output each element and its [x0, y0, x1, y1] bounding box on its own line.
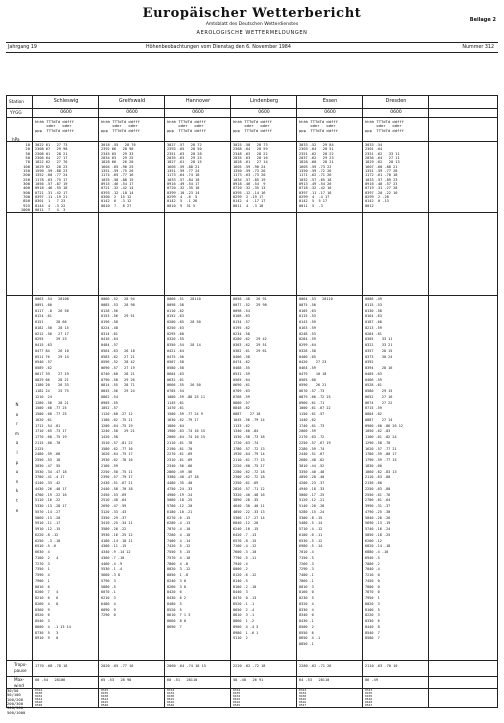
tropopause-value: 2220 -62 -72 18 [233, 664, 266, 668]
pressure-levels: 10 20 30 50 70 100 150 200 250 300 400 500 700 850 925 1000 [20, 142, 30, 213]
significant-levels-block: 0064 -53 28110 0075 -50 0105 -63 0115 -53 0143 -59 0163 -59 0248 -53 0284 -59 0299 -64 0328 -58 0400 -65 0420 27 23 0464 -59 0479 10 18 0565 -60 0590 26 21 0670 -57 -73 0879 -66 -72 25 0960 -61 -71 1000 -61 -67 22 1150 -61 -57 1440 -62 1740 -61 -73 2060 -59 2170 -63 -72 2250 -57 -67 19 2280 -59 -74 2440 -51 -67 2680 -48 -62 3010 -44 -52 3350 -40 -48 4050 -28 -40 4200 -23 -37 4940 -18 -33 5000 -17 -25 5120 -12 -21 5140 -20 -28 5280 -15 -24 5300 -8 -15 5480 -5 -14 5710 -4 -12 6100 -6 -11 6530 -5 -12 6980 -5 -14 7010 -4 7150 -5 7260 -3 7290 -3 7400 -1 7860 -1 8010 3 8160 0 8230 5 8320 4 8330 4 8340 0 8430 -1 8500 2 8550 6 8650 4 -1 8850 -1 [299, 297, 333, 646]
station-name: Schleswig [53, 98, 79, 104]
issue-number: Nummer 312 [462, 45, 494, 50]
layer-thickness-block: 0314 0430 0432 0614 0618 0548 [35, 689, 43, 708]
info-bar [6, 42, 498, 53]
layer-thickness-block: 0314 0435 0432 0615 0616 0545 [233, 689, 241, 708]
volume-label: Jahrgang 19 [8, 45, 37, 50]
divider [362, 95, 363, 708]
tropopause-value: 2110 -63 -70 10 [365, 664, 398, 668]
divider [98, 95, 99, 708]
station-name: Hannover [185, 98, 211, 104]
divider [6, 660, 498, 661]
tropopause-value: 1770 -68 -78 18 [35, 664, 68, 668]
tropopause-value: 2280 -62 -71 26 [299, 664, 332, 668]
column-header: hhhh TTTdTd ddfff oder oder ppp TTTdTd ddfff [299, 119, 338, 133]
tropopause-label: Tropo- pause [14, 662, 27, 673]
layer-thickness-block: 0315 0435 0430 0612 0615 0546 [101, 689, 109, 708]
divider [6, 108, 498, 109]
tropopause-value: 2060 -64 -74 16 15 [167, 664, 206, 668]
significant-levels-block: 0060 -52 28 94 0085 -53 28 98 0128 -56 0153 -56 29 51 0196 -58 0224 -48 0314 -61 0416 -64 0484 -57 0564 -63 26 18 0583 -62 27 21 0596 -52 28 42 0690 -57 27 19 0740 -60 28 21 0790 -58 29 26 0814 -55 28 71 0845 -56 29 24 0862 -54 0905 -55 1052 -57 1120 -60 -27 12 1180 -62 -75 11 1200 -64 -75 19 1240 -58 29 21 1420 -58 1510 -57 -81 22 1580 -62 -77 16 1620 -64 -75 17 1930 -62 -78 16 2160 -59 2250 -58 -75 11 2390 -57 -79 17 2430 -51 -67 21 2440 -58 -70 18 2450 -53 -69 2510 -48 -64 2690 -47 -59 3120 -33 -43 3350 -29 -37 3410 -25 -34 11 3580 -20 -22 3930 -16 -25 12 4180 -14 -18 11 4300 -11 -15 4340 -9 -14 12 4360 -7 -10 4460 -4 -9 5530 -1 -4 5660 -3 8 5790 3 5880 -5 6070 -1 6210 3 6480 4 6890 9 7290 0 [101, 297, 135, 618]
standard-levels-block: 3018 -55 28 76 2392 66 28 98 2345 65 29 33 2034 63 29 25 1828 66 26 20 1604 -65 -90 25 1351 -59 -75 26 1174 -65 -77 16 1035 -58 -88 15 0915 -46 -54 17 0721 -32 -42 14 0393 -12 -18 14 0300 2 15 12 0142 6 -3 12 0010 7 8 27 [101, 143, 136, 208]
station-name: Essen [322, 98, 338, 104]
layer-thickness-block: 0312 0432 0430 0615 0616 0546 [167, 689, 175, 708]
divider [6, 295, 498, 296]
standard-levels-block: 3033 -54 2301 -64 2351 -62 33 11 2036 -64 27 11 1829 -62 28 13 1607 -60 -88 21 1351 -59 -77 28 1172 -61 -70 18 1033 -57 -89 23 0916 -48 -57 23 0719 -31 -27 28 0397 -20 -22 10 0299 2 -28 0142 0 -13 0012 [365, 143, 400, 208]
maxwind-value: 65 -53 28 98 [101, 678, 132, 682]
maxwind-value: 60 -54 28106 [35, 678, 66, 682]
divider [164, 95, 165, 708]
column-header: hhhh TTTdTd ddfff oder oder ppp TTTdTd ddfff [365, 119, 404, 133]
maxwind-value: 64 -53 28110 [299, 678, 330, 682]
standard-levels-block: 3033 -52 29 84 2303 -64 28 51 2351 -62 28 22 2037 -62 29 23 1828 -60 28 21 1605 -59 -73 22 1350 -59 -72 26 1171 -62 -71 26 1032 -57 -65 18 0913 -49 -54 26 0718 -32 -42 16 0397 -11 -17 16 0299 4 -4 17 0142 5 5 17 0011 5 -3 [299, 143, 334, 208]
significant-levels-block: 0086 -49 0115 -53 0130 -58 0164 -63 0187 -60 0213 -59 0284 -61 0305 33 11 0322 33 21 0357 28 15 0373 30 24 0392 0394 28 16 0405 -63 0466 -59 0528 -61 0580 29 15 0652 27 16 0674 27 22 0715 -59 0804 -62 0887 27 14 0900 -60 -86 26 12 1050 -62 -83 1100 -61 -82 24 1290 -58 -78 1620 -57 -77 21 1780 -59 -80 17 1790 -59 -77 15 1830 -60 1860 -62 -83 13 2110 -63 -80 2130 -60 2250 -63 -80 2550 -61 -76 2700 -61 -64 3990 -31 -37 4790 -25 -30 5040 -20 -26 5690 -13 -19 5740 -16 -24 5850 -18 -25 6200 -12 6820 -14 -18 6880 -4 -10 6940 -5 7000 -2 7040 -4 7210 0 7450 0 7800 0 7870 0 7950 1 8020 3 8100 5 8220 3 8330 6 8440 8 8540 7 8580 7 [365, 297, 403, 641]
page-title: Europäischer Wetterbericht [142, 6, 362, 21]
divider [230, 95, 231, 708]
divider [32, 95, 33, 708]
column-header: hhhh TTTdTd ddfff oder oder ppp TTTdTd ddfff [101, 119, 140, 133]
side-label-column: N o r m a l p u n k t e [15, 402, 19, 513]
station-name: Dresden [385, 98, 407, 104]
maxwind-value: 58 -48 26 91 [233, 678, 264, 682]
time-label: YYGG [10, 110, 22, 115]
column-header: hhhh TTTdTd ddfff oder oder ppp TTTdTd ddfff [233, 119, 272, 133]
standard-levels-block: 3022 61 27 73 2308 67 29 98 2308 01 28 21 2306 64 27 17 1822 62 27 76 1629 62 28 23 1590 -59 -88 23 1352 -60 -77 24 1178 -63 -75 17 1056 -57 -87 19 0918 -46 -55 18 0721 -31 -42 17 0397 -11 -19 21 0301 1 7 23 0144 4 -3 22 0011 7 4 3 [35, 143, 68, 211]
standard-levels-block: 3027 -57 28 72 2393 -65 28 50 2351 -63 28 28 2035 -63 29 25 1827 -61 28 15 1605 -59 -88 21 1351 -59 -77 24 1173 -64 -74 18 1033 -57 -84 18 0916 -49 -54 17 0720 -32 -35 18 0399 -10 -23 14 0299 4 -6 5 0142 5 -1 26 0010 9 31 5 [167, 143, 202, 208]
divider [6, 212, 498, 213]
column-header: hhhh TTTdTd ddfff oder oder ppp TTTdTd ddfff [35, 119, 74, 133]
standard-levels-block: 3025 -58 28 73 2368 -64 28 59 2348 -63 28 22 2035 -63 28 16 1828 -61 27 14 1605 -59 -90 24 1350 -59 -73 26 1173 -63 -73 20 1034 -57 -85 19 0918 -46 -54 9 0720 -32 -35 13 0395 -12 -14 16 0299 2 -19 17 0142 4 -17 17 0011 4 -3 18 [233, 143, 268, 208]
maxwind-value: 60 -51 28110 [167, 678, 198, 682]
page-subtitle: Amtsblatt des Deutschen Wetterdienstes [205, 22, 299, 27]
divider [428, 95, 429, 708]
station-time: 0600 [324, 110, 336, 115]
divider [6, 141, 498, 142]
section-heading: AEROLOGISCHE WETTERMELDUNGEN [196, 30, 308, 36]
divider [296, 95, 297, 708]
station-time: 0600 [390, 110, 402, 115]
supplement-label: Beilage 2 [469, 17, 496, 23]
significant-levels-block: 0060 -51 28110 0098 -58 0110 -62 0152 -63 0200 -65 28 50 0250 -63 0295 -60 0320 -55 0350 -54 28 14 0421 -64 0475 -56 0507 -58 0580 -58 0604 -63 0632 -61 0666 -55 26 50 0705 -54 1000 -59 -88 25 11 1145 -61 1470 -61 1500 -59 -77 24 9 1630 -62 -79 17 1800 -64 1900 -63 -74 16 15 2000 -64 -74 16 15 2110 -61 -78 2190 -61 -70 2270 -61 -69 2310 -61 -69 2340 -56 -66 2860 -49 -56 3380 -40 -47 18 4480 -35 -40 4750 -24 -33 4900 -19 -24 5000 -18 -25 5700 -12 -20 6180 -10 -21 6270 -6 -15 6280 -4 -13 7070 -4 -10 7280 4 -10 7400 4 -14 7420 5 -12 7550 5 -15 7570 4 -10 7800 4 -8 8020 3 -12 8050 1 -8 8240 3 0 8260 3 0 8420 6 8430 6 2 8480 5 8520 5 8610 7 1 3 8660 8 0 8690 7 [167, 297, 205, 629]
station-time: 0600 [258, 110, 270, 115]
tropopause-value: 2020 -65 -77 16 [101, 664, 134, 668]
significant-levels-block: 0063 -54 28108 0091 -60 0117 -8 26 56 0124 -61 0151 28 66 0182 -50 28 15 0212 -56 27 17 0295 29 23 0415 -63 0477 84 26 10 0511 76 29 14 0540 -57 0589 -62 0617 39 27 19 0829 66 28 21 1180 20 26 33 1182 24 25 75 1210 24 1280 -56 28 21 1500 -60 -77 25 1500 -60 -77 25 1620 -61 1712 -54 -81 1710 -65 -73 17 1770 -68 -75 19 2115 -60 -70 2125 2480 -59 -68 2550 -53 18 3030 -47 55 3530 -34 -47 18 3780 -41 -4 17 4140 -33 -42 4430 -26 -40 17 4700 -19 -22 16 5110 -16 -22 5330 -13 -28 17 5570 -14 -27 5860 -13 -20 5910 -11 -17 5910 -12 -15 6220 -8 -12 6250 -3 -10 6510 -5 -6 6630 4 7100 2 4 7270 3 7350 1 7590 4 7900 1 8010 6 8200 7 4 8210 6 6 8260 4 8 8360 9 8520 6 8540 3 8600 4 -1 13 14 8730 5 3 8910 9 0 [35, 297, 71, 641]
divider [6, 117, 498, 118]
maxwind-value: 86 -49 [365, 678, 378, 682]
layer-thickness-block: 0313 0435 0435 0616 0618 0547 [365, 689, 373, 708]
station-name: Lindenberg [249, 98, 279, 104]
station-time: 0600 [192, 110, 204, 115]
observation-date: Höhenbeobachtungen vom Dienstag den 6. November 1984 [146, 45, 291, 50]
significant-levels-block: 0058 -48 26 91 0077 -52 29 98 0098 -54 0108 -63 0134 -57 0195 -62 0234 -58 0280 -62 29 42 0303 -62 29 51 0382 -61 29 61 0406 -58 0474 -62 0488 -55 0531 -59 0565 -64 0690 -61 0709 -63 0768 -59 0800 -57 0848 -62 0887 27 18 1045 -56 -79 14 1133 -62 1340 -60 -84 1530 -58 -73 18 1720 -63 -74 1780 -57 -72 13 1930 -64 -79 14 2110 -61 -77 13 2220 -60 -75 17 2280 -62 -72 18 2300 -62 -72 18 2350 -61 -69 2820 -57 -71 12 3320 -40 -48 16 3890 -28 -35 4640 -30 -40 11 4850 -22 -33 13 5300 -17 -27 14 6040 -12 -20 6240 -10 -15 6420 -7 -13 6570 -8 -15 7100 -4 -12 7600 -3 -10 7790 -5 -11 7940 -4 8000 -2 8120 -6 -12 8140 -5 8160 -2 -10 8440 3 8470 0 -13 8520 -1 -1 8650 2 -4 8810 3 -1 8860 1 -2 8900 4 -4 3 8980 1 -6 1 9110 2 [233, 297, 267, 641]
station-time: 0600 [126, 110, 138, 115]
divider [6, 676, 498, 677]
hpa-label: hPa [12, 137, 20, 142]
column-header: hhhh TTTdTd ddfff oder oder ppp TTTdTd ddfff [167, 119, 206, 133]
layer-labels: 30/50 50/100 100/200 200/300 300/500 500/1000 [7, 688, 26, 715]
station-label: Station [9, 99, 24, 104]
station-name: Greifswald [118, 98, 146, 104]
maxwind-label: Max- wind [14, 677, 25, 688]
layer-thickness-block: 0314 0432 0430 0616 0616 0547 [299, 689, 307, 708]
station-time: 0600 [60, 110, 72, 115]
